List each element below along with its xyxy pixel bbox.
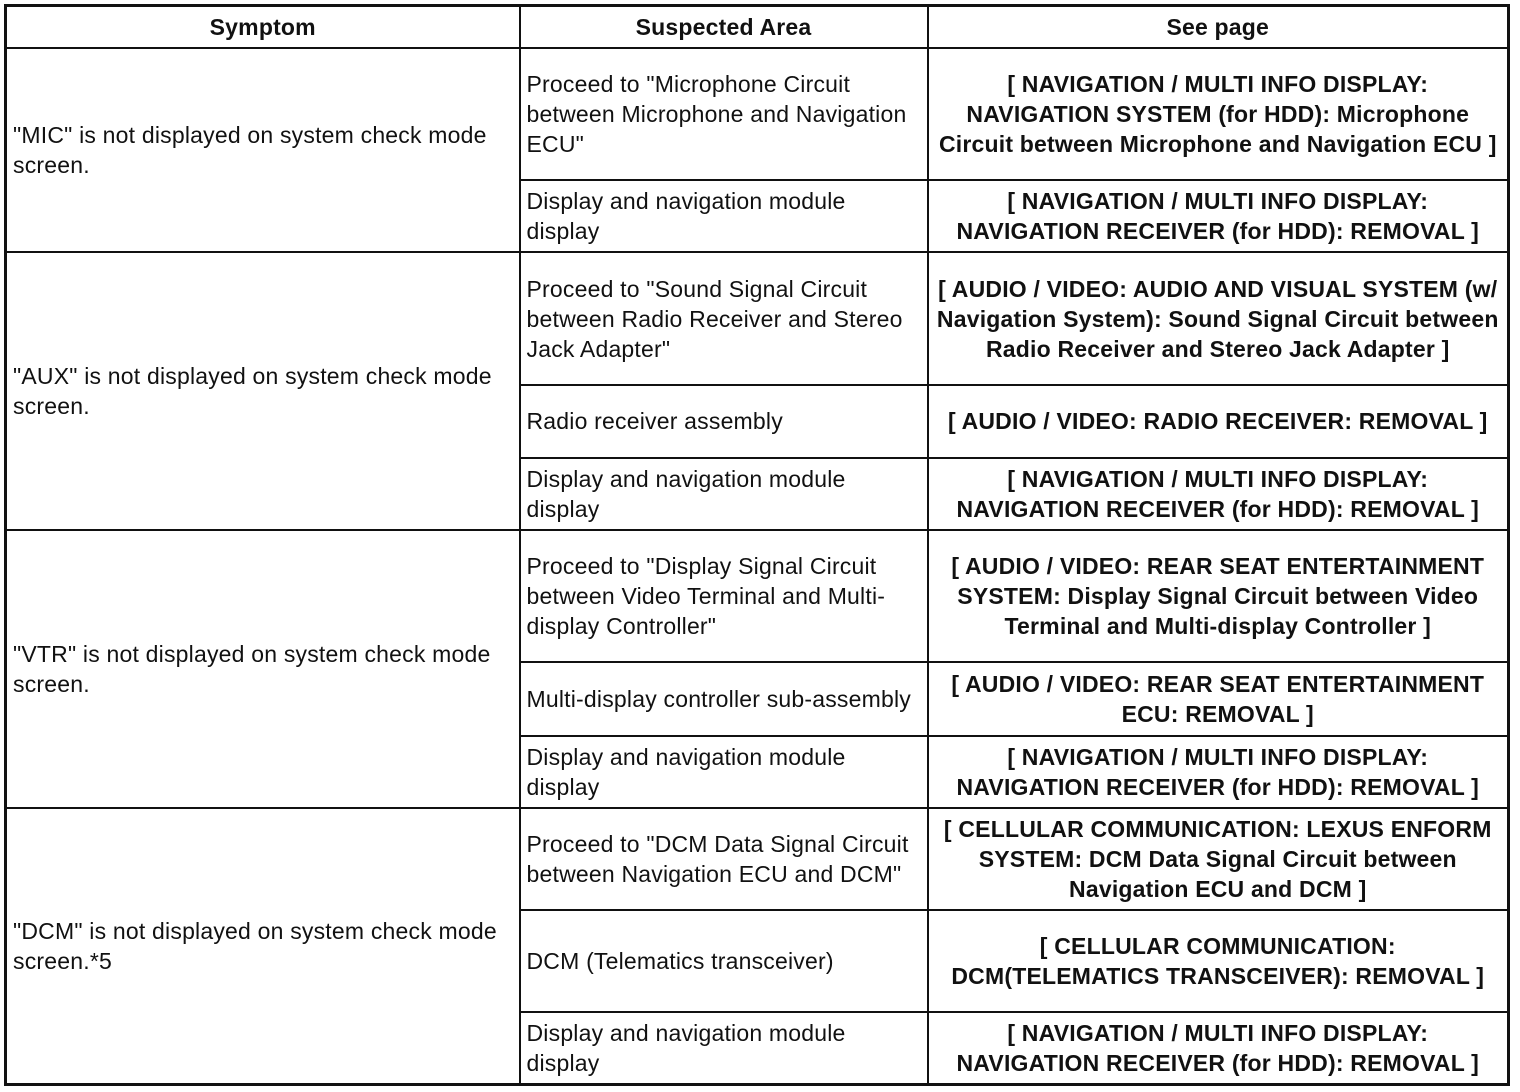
header-row xyxy=(6,6,1509,49)
troubleshooting-table xyxy=(4,4,1510,1086)
see-page-cell: [ NAVIGATION / MULTI INFO DISPLAY: NAVIGATION SYSTEM (for HDD): Microphone Circuit between Microphone and Navigation ECU ] xyxy=(928,48,1509,180)
see-page-cell: [ NAVIGATION / MULTI INFO DISPLAY: NAVIGATION RECEIVER (for HDD): REMOVAL ] xyxy=(928,458,1509,530)
suspected-area-cell: Proceed to "Sound Signal Circuit between Radio Receiver and Stereo Jack Adapter" xyxy=(520,252,928,384)
see-page-cell: [ AUDIO / VIDEO: AUDIO AND VISUAL SYSTEM (w/ Navigation System): Sound Signal Circuit between Radio Receiver and Stereo Jack Adapter ] xyxy=(928,252,1509,384)
header-suspected-area: Suspected Area xyxy=(520,6,928,49)
suspected-area-cell: Proceed to "DCM Data Signal Circuit between Navigation ECU and DCM" xyxy=(520,808,928,910)
suspected-area-cell: Proceed to "Display Signal Circuit between Video Terminal and Multi-display Controller" xyxy=(520,530,928,662)
suspected-area-cell: Proceed to "Microphone Circuit between Microphone and Navigation ECU" xyxy=(520,48,928,180)
suspected-area-cell: Display and navigation module display xyxy=(520,1012,928,1084)
see-page-cell: [ CELLULAR COMMUNICATION: DCM(TELEMATICS TRANSCEIVER): REMOVAL ] xyxy=(928,910,1509,1012)
see-page-cell: [ CELLULAR COMMUNICATION: LEXUS ENFORM SYSTEM: DCM Data Signal Circuit between Navigation ECU and DCM ] xyxy=(928,808,1509,910)
table-row xyxy=(6,252,1509,384)
suspected-area-cell: Display and navigation module display xyxy=(520,458,928,530)
see-page-cell: [ AUDIO / VIDEO: REAR SEAT ENTERTAINMENT ECU: REMOVAL ] xyxy=(928,662,1509,735)
table-row xyxy=(6,808,1509,910)
symptom-cell: "VTR" is not displayed on system check mode screen. xyxy=(6,530,520,808)
symptom-cell: "MIC" is not displayed on system check mode screen. xyxy=(6,48,520,252)
suspected-area-cell: Multi-display controller sub-assembly xyxy=(520,662,928,735)
see-page-cell: [ NAVIGATION / MULTI INFO DISPLAY: NAVIGATION RECEIVER (for HDD): REMOVAL ] xyxy=(928,736,1509,808)
suspected-area-cell: Radio receiver assembly xyxy=(520,385,928,458)
suspected-area-cell: DCM (Telematics transceiver) xyxy=(520,910,928,1012)
header-symptom: Symptom xyxy=(6,6,520,49)
see-page-cell: [ AUDIO / VIDEO: RADIO RECEIVER: REMOVAL ] xyxy=(928,385,1509,458)
see-page-cell: [ NAVIGATION / MULTI INFO DISPLAY: NAVIGATION RECEIVER (for HDD): REMOVAL ] xyxy=(928,180,1509,252)
symptom-cell: "AUX" is not displayed on system check mode screen. xyxy=(6,252,520,530)
suspected-area-cell: Display and navigation module display xyxy=(520,736,928,808)
suspected-area-cell: Display and navigation module display xyxy=(520,180,928,252)
header-see-page: See page xyxy=(928,6,1509,49)
see-page-cell: [ AUDIO / VIDEO: REAR SEAT ENTERTAINMENT SYSTEM: Display Signal Circuit between Video Terminal and Multi-display Controller ] xyxy=(928,530,1509,662)
table-body xyxy=(6,48,1509,1085)
table-row xyxy=(6,48,1509,180)
table-header xyxy=(6,6,1509,49)
see-page-cell: [ NAVIGATION / MULTI INFO DISPLAY: NAVIGATION RECEIVER (for HDD): REMOVAL ] xyxy=(928,1012,1509,1084)
table-row xyxy=(6,530,1509,662)
symptom-cell: "DCM" is not displayed on system check mode screen.*5 xyxy=(6,808,520,1085)
